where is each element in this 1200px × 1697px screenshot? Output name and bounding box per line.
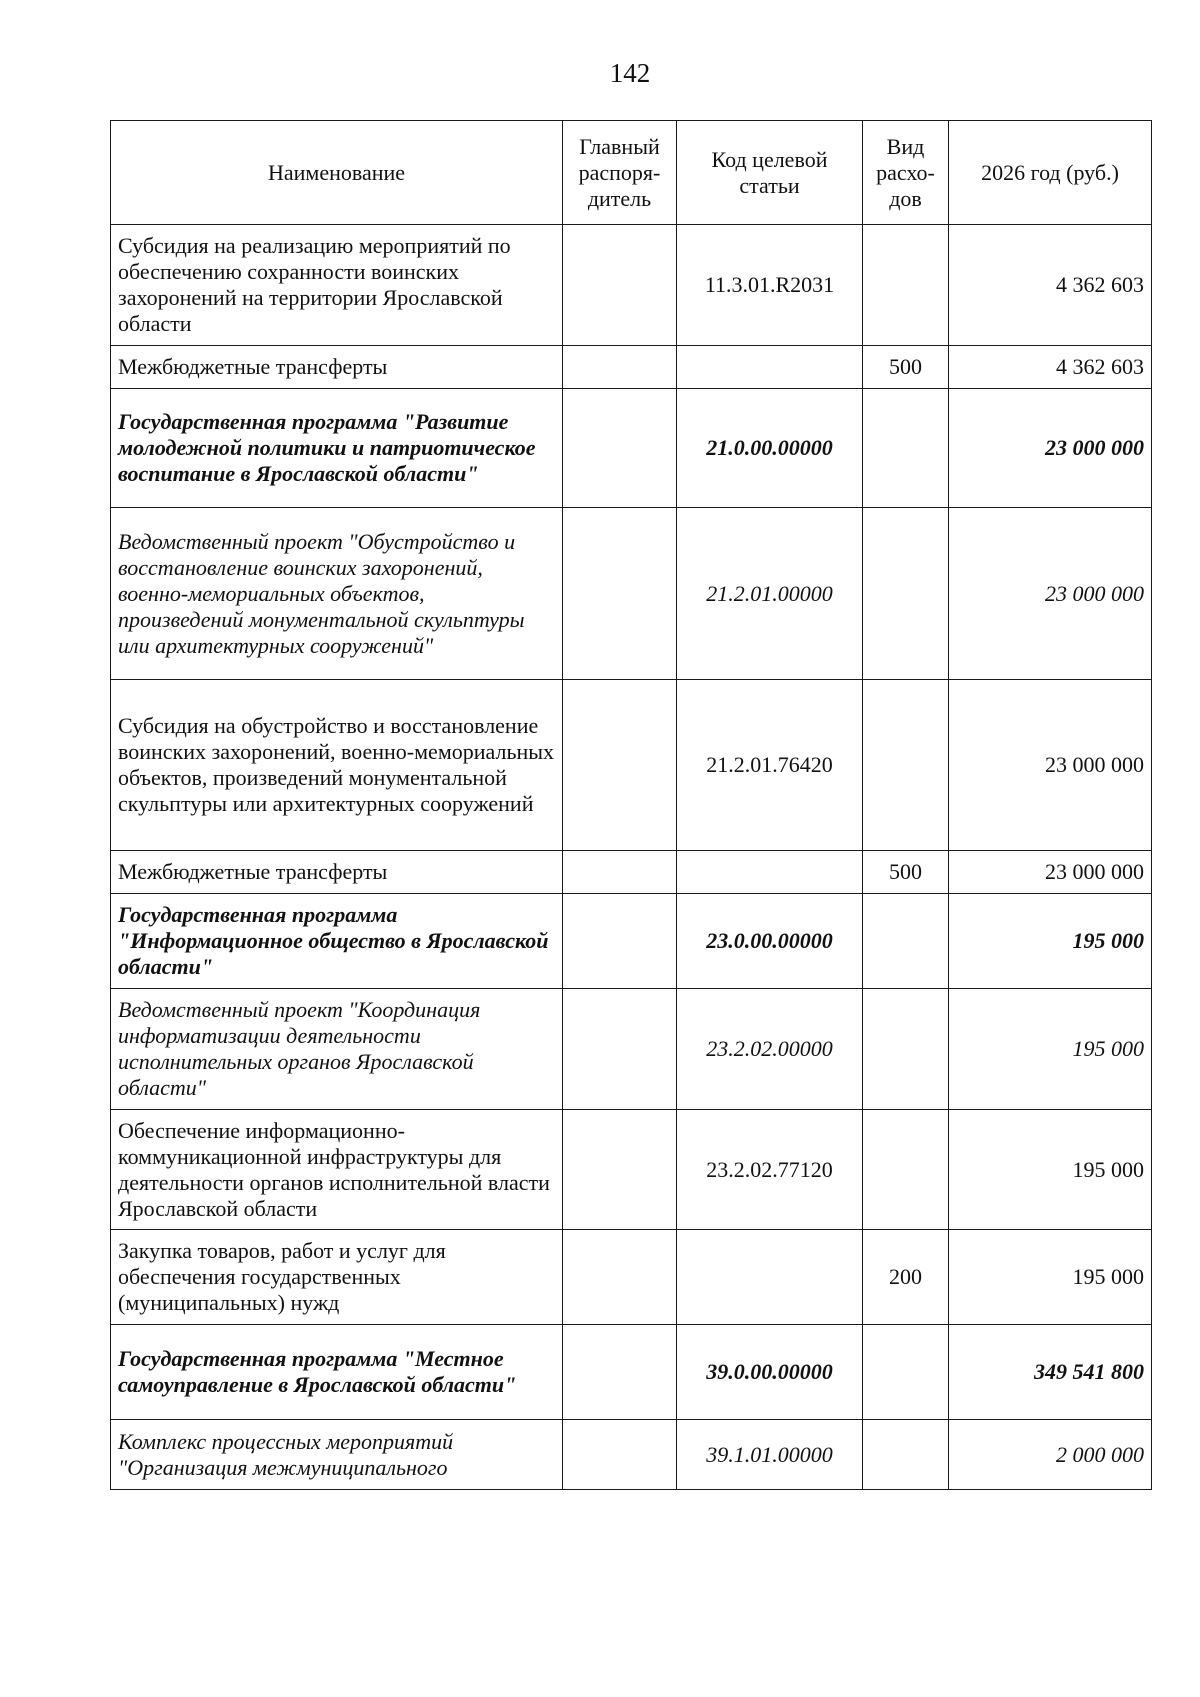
cell-code: 21.2.01.00000 [677, 508, 863, 680]
cell-name: Ведомственный проект "Обустройство и восстановление воинских захоронений, военно-мемориальных объектов, произведений монументальной скульптуры или архитектурных сооружений" [111, 508, 563, 680]
cell-amount: 195 000 [949, 1230, 1152, 1325]
table-row [111, 225, 1152, 346]
cell-code: 39.1.01.00000 [677, 1420, 863, 1490]
budget-table [110, 120, 1152, 1490]
cell-manager [563, 851, 677, 894]
cell-code: 39.0.00.00000 [677, 1325, 863, 1420]
cell-manager [563, 894, 677, 989]
cell-name: Субсидия на обустройство и восстановление воинских захоронений, военно-мемориальных объектов, произведений монументальной скульптуры или архитектурных сооружений [111, 680, 563, 851]
cell-manager [563, 989, 677, 1110]
cell-manager [563, 680, 677, 851]
table-row-project [111, 1420, 1152, 1490]
cell-expense-type [863, 1325, 949, 1420]
cell-code: 11.3.01.R2031 [677, 225, 863, 346]
page-number: 142 [609, 58, 651, 88]
cell-code: 21.2.01.76420 [677, 680, 863, 851]
table-header-row [111, 121, 1152, 225]
cell-manager [563, 1110, 677, 1230]
cell-code: 23.0.00.00000 [677, 894, 863, 989]
header-amount: 2026 год (руб.) [949, 121, 1152, 225]
cell-code: 23.2.02.00000 [677, 989, 863, 1110]
table-row-project [111, 508, 1152, 680]
cell-expense-type [863, 894, 949, 989]
cell-name: Обеспечение информационно-коммуникационной инфраструктуры для деятельности органов исполнительной власти Ярославской области [111, 1110, 563, 1230]
table-row-program [111, 1325, 1152, 1420]
cell-manager [563, 1420, 677, 1490]
cell-manager [563, 1230, 677, 1325]
cell-name: Ведомственный проект "Координация информатизации деятельности исполнительных органов Ярославской области" [111, 989, 563, 1110]
cell-amount: 2 000 000 [949, 1420, 1152, 1490]
table-row [111, 346, 1152, 389]
table-row-program [111, 894, 1152, 989]
cell-expense-type: 500 [863, 346, 949, 389]
cell-amount: 349 541 800 [949, 1325, 1152, 1420]
header-manager: Главный распоря-дитель [563, 121, 677, 225]
cell-amount: 4 362 603 [949, 225, 1152, 346]
cell-expense-type [863, 1110, 949, 1230]
cell-amount: 23 000 000 [949, 389, 1152, 508]
cell-code [677, 346, 863, 389]
cell-manager [563, 389, 677, 508]
cell-expense-type: 200 [863, 1230, 949, 1325]
table-row-project [111, 989, 1152, 1110]
cell-code [677, 851, 863, 894]
cell-amount: 4 362 603 [949, 346, 1152, 389]
cell-expense-type: 500 [863, 851, 949, 894]
cell-expense-type [863, 225, 949, 346]
cell-code: 23.2.02.77120 [677, 1110, 863, 1230]
table-row-program [111, 389, 1152, 508]
cell-name: Государственная программа "Местное самоуправление в Ярославской области" [111, 1325, 563, 1420]
cell-amount: 195 000 [949, 989, 1152, 1110]
cell-name: Комплекс процессных мероприятий "Организация межмуниципального [111, 1420, 563, 1490]
header-name: Наименование [111, 121, 563, 225]
cell-expense-type [863, 508, 949, 680]
cell-amount: 23 000 000 [949, 508, 1152, 680]
cell-expense-type [863, 1420, 949, 1490]
cell-amount: 23 000 000 [949, 851, 1152, 894]
cell-manager [563, 346, 677, 389]
cell-expense-type [863, 989, 949, 1110]
cell-expense-type [863, 389, 949, 508]
cell-name: Межбюджетные трансферты [111, 346, 563, 389]
cell-amount: 195 000 [949, 894, 1152, 989]
cell-amount: 195 000 [949, 1110, 1152, 1230]
cell-expense-type [863, 680, 949, 851]
table-row [111, 851, 1152, 894]
table-row [111, 1230, 1152, 1325]
cell-name: Государственная программа "Развитие молодежной политики и патриотическое воспитание в Ярославской области" [111, 389, 563, 508]
cell-manager [563, 1325, 677, 1420]
cell-name: Государственная программа "Информационное общество в Ярославской области" [111, 894, 563, 989]
cell-code [677, 1230, 863, 1325]
cell-name: Межбюджетные трансферты [111, 851, 563, 894]
cell-code: 21.0.00.00000 [677, 389, 863, 508]
table-row [111, 680, 1152, 851]
header-expense-type: Вид расхо-дов [863, 121, 949, 225]
table-row [111, 1110, 1152, 1230]
cell-name: Закупка товаров, работ и услуг для обеспечения государственных (муниципальных) нужд [111, 1230, 563, 1325]
header-code: Код целевой статьи [677, 121, 863, 225]
cell-amount: 23 000 000 [949, 680, 1152, 851]
cell-manager [563, 225, 677, 346]
cell-manager [563, 508, 677, 680]
cell-name: Субсидия на реализацию мероприятий по обеспечению сохранности воинских захоронений на территории Ярославской области [111, 225, 563, 346]
